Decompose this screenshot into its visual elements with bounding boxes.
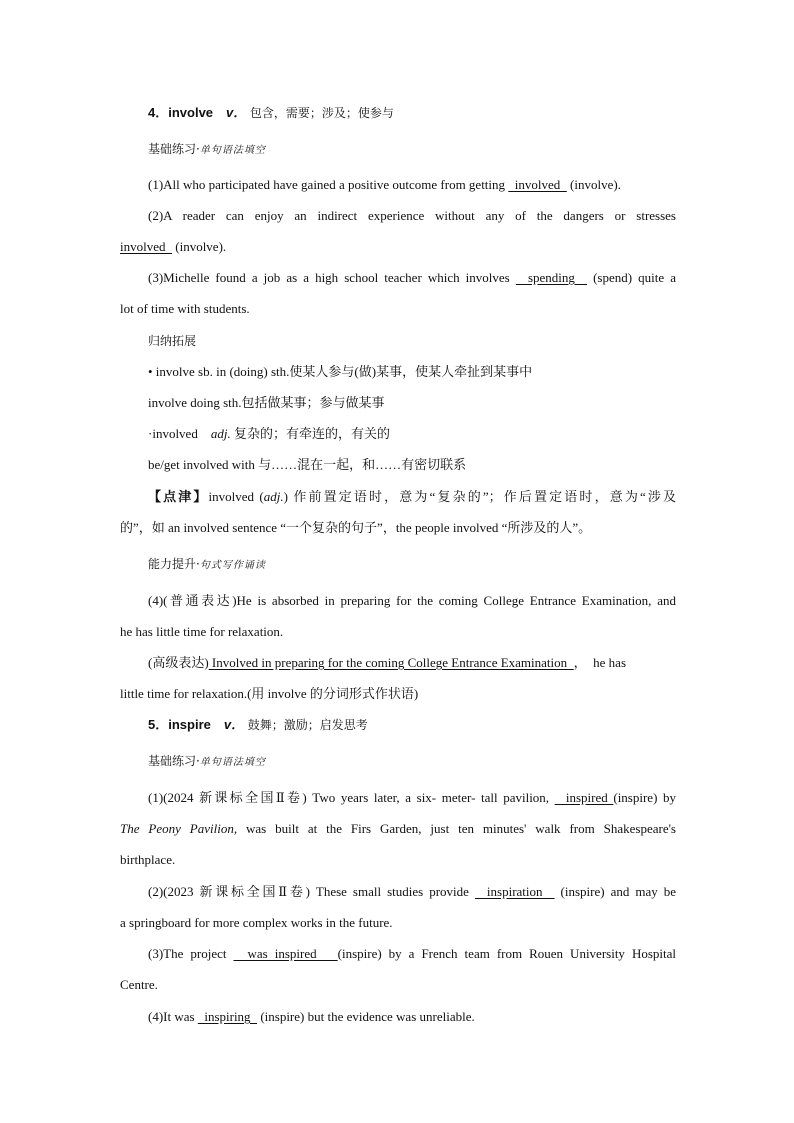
answer-blank: inspiration [474, 884, 555, 899]
summary-word: ·involved [148, 426, 211, 441]
basic-practice-heading-4 [148, 140, 676, 160]
item-4-heading [148, 104, 676, 122]
question-text: (involve). [566, 177, 621, 192]
question-5-3-line2: Centre. [120, 977, 158, 992]
question-text: (1)(2024 新课标全国Ⅱ卷) Two years later, a six- meter- tall pavilion, [148, 790, 555, 805]
question-text: (3)The project [148, 946, 234, 961]
tip-text: ) 作前置定语时，意为“复杂的”；作后置定语时，意为“涉及 [283, 489, 677, 504]
basic-practice-heading-5 [148, 752, 676, 772]
item-5-meaning: 鼓舞；激励；启发思考 [247, 718, 368, 732]
question-4-2-line1: (2)A reader can enjoy an indirect experience without any of the dangers or stresses [148, 208, 676, 223]
summary-meaning: 复杂的；有牵连的，有关的 [230, 426, 390, 441]
question-5-1-line3: birthplace. [120, 852, 176, 867]
summary-line-1: • involve sb. in (doing) sth.使某人参与(做)某事，使某人牵扯到某事中 [148, 364, 533, 379]
section-subtitle: 单句语法填空 [199, 145, 266, 156]
question-4-2-line2 [120, 238, 676, 256]
question-text: (inspire) by a French team from Rouen University Hospital [337, 946, 676, 961]
section-title: 基础练习· [148, 142, 200, 156]
question-4-4-advanced [148, 654, 676, 672]
answer-blank: inspiring [197, 1009, 258, 1024]
question-text: (inspire) by [613, 790, 676, 805]
question-5-4 [148, 1008, 676, 1026]
section-title: 基础练习· [148, 754, 200, 768]
question-5-3-line1 [148, 945, 676, 963]
tip-pos: adj. [263, 489, 284, 504]
question-5-1-line2 [120, 820, 676, 838]
answer-blank: involved [120, 239, 172, 254]
question-4-3-line1 [148, 269, 676, 287]
question-text: (高级表达) [148, 655, 209, 670]
question-text: (3)Michelle found a job as a high school teacher which involves [148, 270, 516, 285]
item-4-meaning: 包含，需要；涉及；使参与 [249, 106, 394, 120]
question-4-4-advanced-line2: little time for relaxation.(用 involve 的分词形式作状语) [120, 686, 419, 701]
question-text: (spend) quite a [587, 270, 676, 285]
question-text: (inspire) and may be [554, 884, 676, 899]
question-5-2-line2: a springboard for more complex works in the future. [120, 915, 393, 930]
question-5-1-line1 [148, 789, 676, 807]
section-title: 能力提升· [148, 557, 200, 571]
question-text: (inspire) but the evidence was unreliable. [257, 1009, 475, 1024]
item-4-pos: v． [226, 105, 247, 120]
section-subtitle: 句式写作诵读 [199, 560, 266, 571]
tip-text: involved ( [208, 489, 264, 504]
answer-blank: involved [508, 177, 567, 192]
question-4-3-line2: lot of time with students. [120, 301, 250, 316]
ability-heading [148, 555, 676, 575]
tip-line-1 [148, 488, 676, 506]
summary-pos: adj. [210, 426, 231, 441]
section-subtitle: 单句语法填空 [199, 757, 266, 768]
question-text: (1)All who participated have gained a positive outcome from getting [148, 177, 509, 192]
answer-blank: spending [515, 270, 588, 285]
question-5-2-line1 [148, 883, 676, 901]
question-4-1 [148, 176, 676, 194]
item-5-pos: v． [223, 717, 245, 732]
summary-line-2: involve doing sth.包括做某事；参与做某事 [148, 395, 385, 410]
tip-label: 【点津】 [148, 489, 209, 504]
tip-line-2: 的”，如 an involved sentence “一个复杂的句子”，the people involved “所涉及的人”。 [120, 520, 592, 535]
question-text: (4)It was [148, 1009, 198, 1024]
summary-title: 归纳拓展 [148, 334, 197, 348]
question-text: was built at the Firs Garden, just ten minutes' walk from Shakespeare's [237, 821, 676, 836]
summary-line-3 [148, 425, 676, 443]
item-5-heading [148, 716, 676, 734]
question-4-4-line1: (4)(普通表达)He is absorbed in preparing for the coming College Entrance Examination, and [148, 593, 676, 608]
item-4-word: 4．involve [148, 105, 227, 120]
question-text: (2)(2023 新课标全国Ⅱ卷) These small studies provide [148, 884, 475, 899]
question-text: (involve). [172, 239, 227, 254]
item-5-word: 5．inspire [148, 717, 224, 732]
answer-blank: Involved in preparing for the coming College Entrance Examination [208, 655, 574, 670]
answer-blank: inspired [554, 790, 614, 805]
question-4-4-line2: he has little time for relaxation. [120, 624, 284, 639]
question-text: ， he has [573, 655, 627, 670]
summary-line-4: be/get involved with 与……混在一起，和……有密切联系 [148, 457, 467, 472]
title-italic: The Peony Pavilion, [120, 821, 238, 836]
answer-blank: was inspired [233, 946, 338, 961]
